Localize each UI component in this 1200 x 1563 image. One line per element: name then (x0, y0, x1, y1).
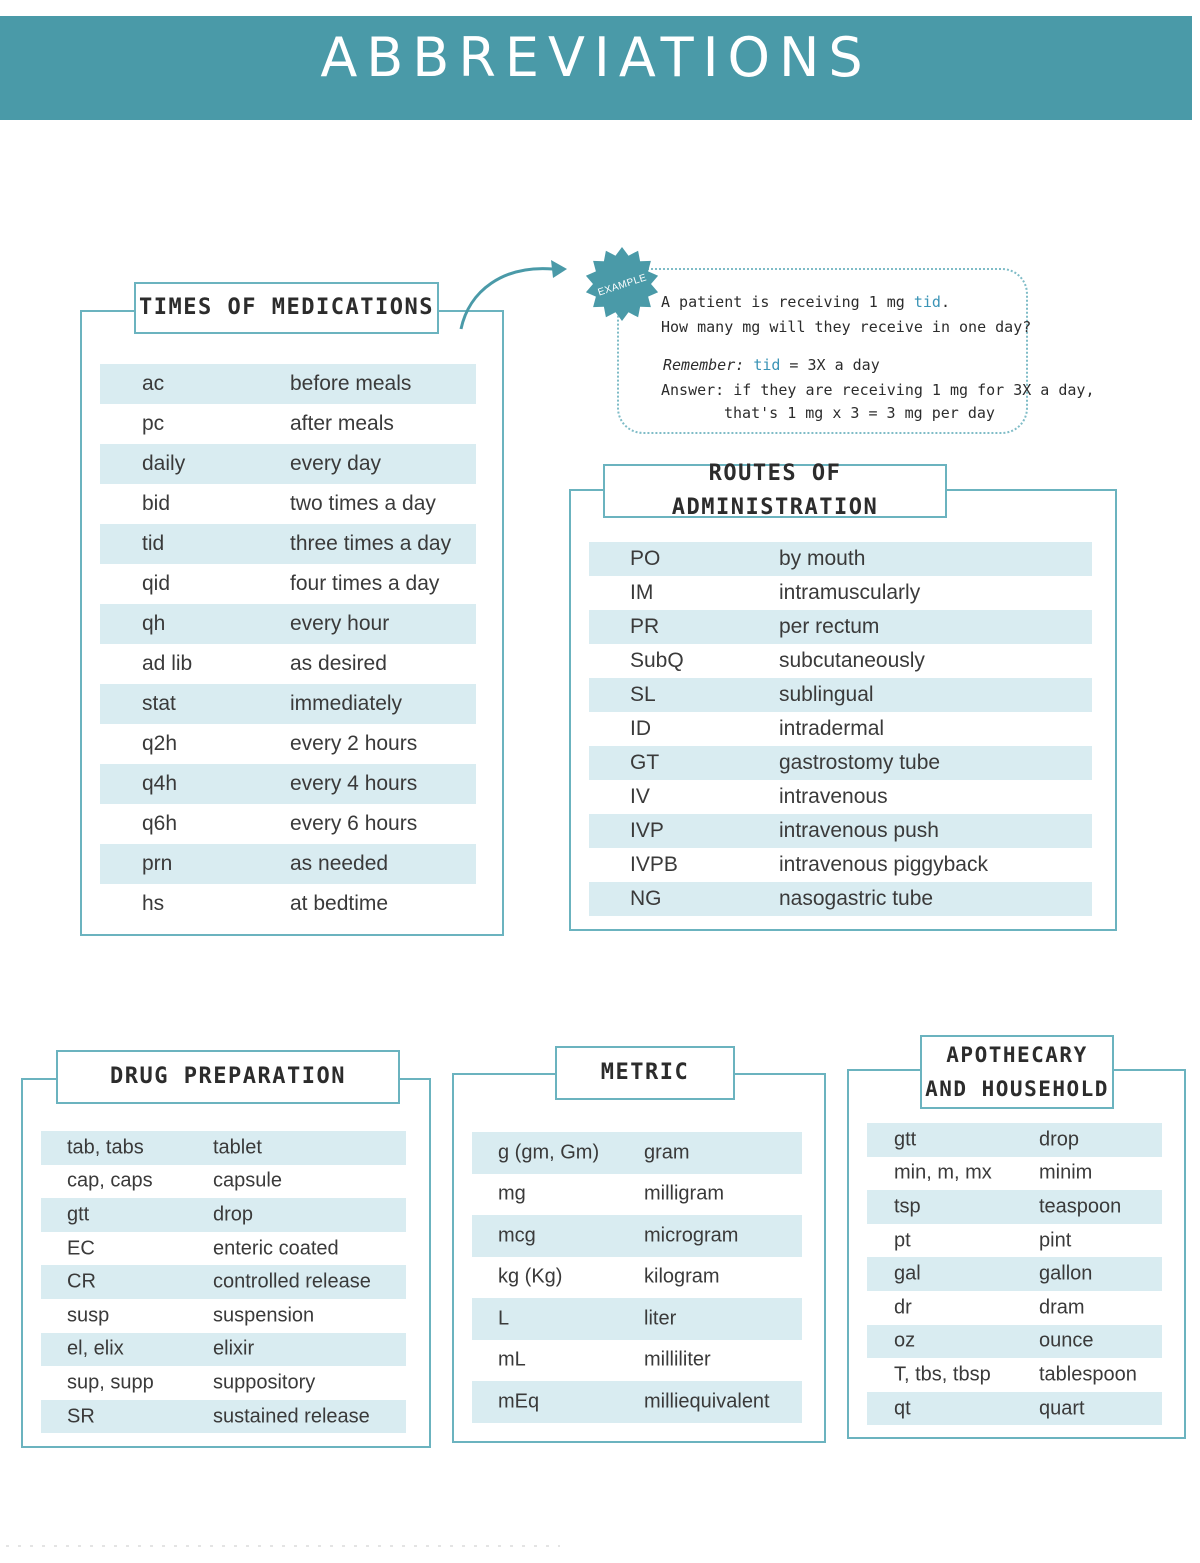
times-definition: every 6 hours (290, 812, 418, 835)
metric-row (472, 1340, 802, 1382)
times-abbreviation: q2h (142, 732, 178, 755)
example-text-part: = 3X a day (780, 356, 880, 374)
times-definition: as desired (290, 652, 387, 675)
drug-row (41, 1198, 406, 1232)
routes-row (589, 576, 1092, 610)
apothecary-abbreviation: min, m, mx (894, 1161, 992, 1184)
routes-abbreviation: PO (630, 547, 661, 570)
times-definition: four times a day (290, 572, 440, 595)
example-remember-label: Remember: (663, 356, 754, 374)
times-abbreviation: ac (142, 372, 165, 395)
routes-abbreviation: IVPB (630, 853, 678, 876)
times-abbreviation: qid (142, 572, 171, 595)
example-highlight-tid: tid (913, 293, 941, 311)
example-highlight-tid: tid (753, 356, 781, 374)
metric-abbreviation: mEq (498, 1390, 540, 1413)
times-row (100, 844, 476, 884)
routes-definition: by mouth (779, 547, 866, 570)
metric-abbreviation: kg (Kg) (498, 1265, 563, 1288)
apothecary-definition: minim (1039, 1161, 1093, 1184)
times-row (100, 804, 476, 844)
example-question-line1 (661, 293, 950, 311)
drug-definition: controlled release (213, 1270, 371, 1293)
apothecary-abbreviation: gal (894, 1262, 921, 1285)
apothecary-abbreviation: tsp (894, 1195, 921, 1218)
apothecary-table (867, 1123, 1162, 1425)
drug-row (41, 1232, 406, 1266)
times-abbreviation: tid (142, 532, 165, 555)
apothecary-title-line2: AND HOUSEHOLD (925, 1077, 1109, 1101)
routes-definition: subcutaneously (779, 649, 925, 672)
drug-title: DRUG PREPARATION (56, 1050, 400, 1104)
times-definition: immediately (290, 692, 403, 715)
apothecary-definition: gallon (1039, 1262, 1093, 1285)
apothecary-abbreviation: oz (894, 1329, 916, 1352)
drug-table (41, 1131, 406, 1433)
drug-definition: suppository (213, 1371, 316, 1394)
metric-row (472, 1298, 802, 1340)
routes-row (589, 746, 1092, 780)
routes-abbreviation: IM (630, 581, 654, 604)
example-badge-icon (584, 246, 660, 322)
routes-definition: intravenous piggyback (779, 853, 988, 876)
drug-abbreviation: cap, caps (67, 1169, 153, 1192)
example-badge-label: EXAMPLE (596, 272, 649, 299)
drug-abbreviation: EC (67, 1237, 95, 1260)
drug-definition: suspension (213, 1304, 315, 1327)
apothecary-abbreviation: dr (894, 1296, 912, 1319)
apothecary-abbreviation: T, tbs, tbsp (894, 1363, 991, 1386)
example-text-part: A patient is receiving 1 mg (661, 293, 914, 311)
routes-definition: gastrostomy tube (779, 751, 941, 774)
drug-definition: elixir (213, 1337, 255, 1360)
metric-definition: milliliter (644, 1348, 711, 1371)
times-row (100, 604, 476, 644)
times-abbreviation: hs (142, 892, 165, 915)
times-abbreviation: pc (142, 412, 165, 435)
routes-abbreviation: SL (630, 683, 656, 706)
routes-definition: intravenous push (779, 819, 939, 842)
drug-definition: enteric coated (213, 1237, 339, 1260)
routes-row (589, 882, 1092, 916)
drug-abbreviation: el, elix (67, 1337, 124, 1360)
routes-row (589, 542, 1092, 576)
routes-abbreviation: NG (630, 887, 662, 910)
apothecary-definition: quart (1039, 1397, 1085, 1420)
times-row (100, 644, 476, 684)
times-row (100, 364, 476, 404)
routes-row (589, 780, 1092, 814)
apothecary-row (867, 1257, 1162, 1291)
drug-row (41, 1265, 406, 1299)
times-definition: after meals (290, 412, 394, 435)
routes-row (589, 712, 1092, 746)
metric-row (472, 1132, 802, 1174)
metric-abbreviation: mg (498, 1182, 526, 1205)
example-text-part: . (940, 293, 950, 311)
times-definition: before meals (290, 372, 412, 395)
drug-abbreviation: susp (67, 1304, 110, 1327)
apothecary-definition: tablespoon (1039, 1363, 1137, 1386)
routes-abbreviation: ID (630, 717, 651, 740)
drug-definition: capsule (213, 1169, 282, 1192)
metric-row (472, 1174, 802, 1216)
metric-abbreviation: mcg (498, 1224, 536, 1247)
metric-row (472, 1381, 802, 1423)
times-definition: every day (290, 452, 382, 475)
metric-definition: milligram (644, 1182, 724, 1205)
times-abbreviation: q6h (142, 812, 178, 835)
drug-definition: tablet (213, 1136, 262, 1159)
drug-abbreviation: tab, tabs (67, 1136, 144, 1159)
drug-abbreviation: sup, supp (67, 1371, 154, 1394)
routes-definition: nasogastric tube (779, 887, 934, 910)
metric-definition: kilogram (644, 1265, 720, 1288)
metric-row (472, 1257, 802, 1299)
drug-abbreviation: gtt (67, 1203, 90, 1226)
apothecary-row (867, 1291, 1162, 1325)
drug-definition: drop (213, 1203, 254, 1226)
apothecary-abbreviation: qt (894, 1397, 911, 1420)
times-definition: as needed (290, 852, 389, 875)
times-row (100, 444, 476, 484)
drug-row (41, 1333, 406, 1367)
times-table (100, 364, 476, 924)
metric-title: METRIC (555, 1046, 735, 1100)
apothecary-row (867, 1392, 1162, 1426)
drug-row (41, 1131, 406, 1165)
apothecary-abbreviation: gtt (894, 1128, 917, 1151)
metric-definition: microgram (644, 1224, 739, 1247)
metric-table (472, 1132, 802, 1423)
apothecary-row (867, 1190, 1162, 1224)
apothecary-row (867, 1358, 1162, 1392)
apothecary-row (867, 1123, 1162, 1157)
routes-definition: sublingual (779, 683, 874, 706)
times-row (100, 564, 476, 604)
metric-abbreviation: g (gm, Gm) (498, 1141, 600, 1164)
example-answer-line1: Answer: if they are receiving 1 mg for 3X a day, (661, 381, 1095, 399)
apothecary-definition: ounce (1039, 1329, 1094, 1352)
routes-definition: per rectum (779, 615, 880, 638)
times-definition: three times a day (290, 532, 452, 555)
drug-abbreviation: SR (67, 1405, 95, 1428)
example-remember-line (663, 356, 880, 374)
routes-definition: intramuscularly (779, 581, 921, 604)
drug-row (41, 1400, 406, 1434)
times-row (100, 764, 476, 804)
times-row (100, 724, 476, 764)
example-answer-line2: that's 1 mg x 3 = 3 mg per day (724, 404, 995, 422)
routes-row (589, 848, 1092, 882)
scan-footer-marks (0, 1540, 600, 1552)
apothecary-row (867, 1325, 1162, 1359)
routes-row (589, 678, 1092, 712)
times-abbreviation: prn (142, 852, 173, 875)
times-title: TIMES OF MEDICATIONS (134, 282, 439, 334)
times-row (100, 524, 476, 564)
routes-title: ROUTES OF ADMINISTRATION (603, 464, 947, 518)
arrow-icon (455, 255, 575, 335)
drug-row (41, 1165, 406, 1199)
metric-definition: gram (644, 1141, 690, 1164)
metric-abbreviation: L (498, 1307, 510, 1330)
times-abbreviation: q4h (142, 772, 178, 795)
apothecary-definition: dram (1039, 1296, 1085, 1319)
metric-definition: milliequivalent (644, 1390, 770, 1413)
drug-row (41, 1299, 406, 1333)
routes-abbreviation: IV (630, 785, 650, 808)
routes-row (589, 814, 1092, 848)
apothecary-row (867, 1157, 1162, 1191)
times-definition: every 4 hours (290, 772, 418, 795)
drug-definition: sustained release (213, 1405, 370, 1428)
drug-abbreviation: CR (67, 1270, 96, 1293)
times-abbreviation: stat (142, 692, 176, 715)
times-row (100, 484, 476, 524)
routes-abbreviation: PR (630, 615, 660, 638)
times-row (100, 684, 476, 724)
apothecary-definition: pint (1039, 1229, 1072, 1252)
times-definition: every 2 hours (290, 732, 418, 755)
routes-abbreviation: GT (630, 751, 660, 774)
times-row (100, 884, 476, 924)
times-definition: two times a day (290, 492, 436, 515)
times-abbreviation: ad lib (142, 652, 193, 675)
page-title: ABBREVIATIONS (320, 26, 872, 89)
times-abbreviation: daily (142, 452, 186, 475)
apothecary-title (920, 1035, 1114, 1109)
apothecary-definition: drop (1039, 1128, 1080, 1151)
times-abbreviation: qh (142, 612, 166, 635)
times-abbreviation: bid (142, 492, 171, 515)
routes-row (589, 644, 1092, 678)
times-definition: every hour (290, 612, 390, 635)
times-row (100, 404, 476, 444)
routes-abbreviation: IVP (630, 819, 664, 842)
routes-definition: intravenous (779, 785, 888, 808)
routes-definition: intradermal (779, 717, 885, 740)
times-definition: at bedtime (290, 892, 389, 915)
routes-table (589, 542, 1092, 916)
apothecary-title-line1: APOTHECARY (946, 1043, 1088, 1067)
routes-abbreviation: SubQ (630, 649, 684, 672)
apothecary-abbreviation: pt (894, 1229, 911, 1252)
routes-row (589, 610, 1092, 644)
metric-row (472, 1215, 802, 1257)
drug-row (41, 1366, 406, 1400)
metric-abbreviation: mL (498, 1348, 526, 1371)
apothecary-definition: teaspoon (1039, 1195, 1122, 1218)
example-question-line2: How many mg will they receive in one day? (661, 318, 1032, 336)
metric-definition: liter (644, 1307, 677, 1330)
apothecary-row (867, 1224, 1162, 1258)
